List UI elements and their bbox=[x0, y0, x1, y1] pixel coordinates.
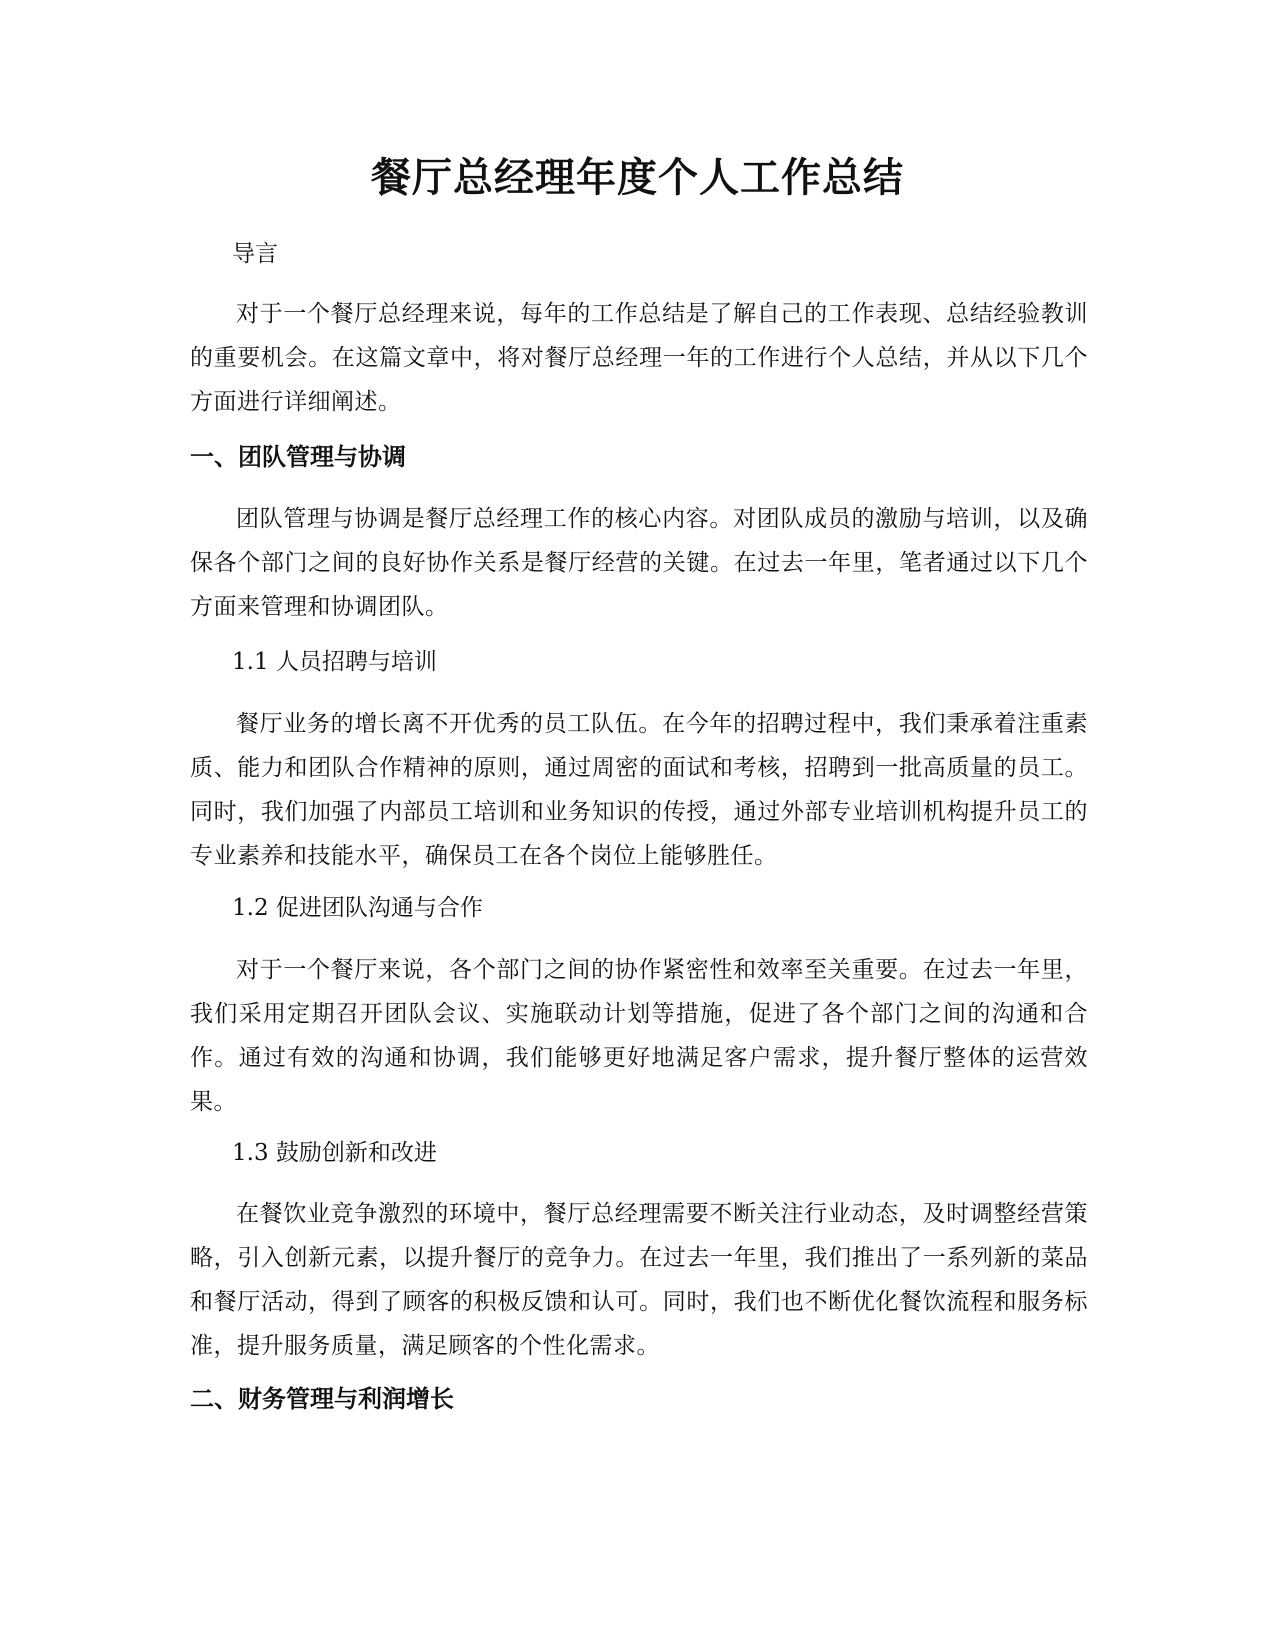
subsection-1-1-paragraph: 餐厅业务的增长离不开优秀的员工队伍。在今年的招聘过程中，我们秉承着注重素质、能力和团队合作精神的原则，通过周密的面试和考核，招聘到一批高质量的员工。同时，我们加强了内部员工培训和业务知识的传授，通过外部专业培训机构提升员工的专业素养和技能水平，确保员工在各个岗位上能够胜任。 bbox=[190, 711, 1088, 869]
subsection-1-3-label: 1.3 鼓励创新和改进 bbox=[232, 1140, 437, 1166]
section-1-heading: 一、团队管理与协调 bbox=[190, 443, 406, 471]
subsection-1-2-paragraph: 对于一个餐厅来说，各个部门之间的协作紧密性和效率至关重要。在过去一年里，我们采用定期召开团队会议、实施联动计划等措施，促进了各个部门之间的沟通和合作。通过有效的沟通和协调，我们能够更好地满足客户需求，提升餐厅整体的运营效果。 bbox=[190, 957, 1088, 1115]
document-title: 餐厅总经理年度个人工作总结 bbox=[371, 155, 904, 201]
subsection-1-3-paragraph: 在餐饮业竞争激烈的环境中，餐厅总经理需要不断关注行业动态，及时调整经营策略，引入创新元素，以提升餐厅的竞争力。在过去一年里，我们推出了一系列新的菜品和餐厅活动，得到了顾客的积极反馈和认可。同时，我们也不断优化餐饮流程和服务标准，提升服务质量，满足顾客的个性化需求。 bbox=[190, 1201, 1088, 1359]
subsection-1-2-label: 1.2 促进团队沟通与合作 bbox=[232, 895, 483, 921]
subsection-1-1-label: 1.1 人员招聘与培训 bbox=[232, 649, 437, 675]
section-1-paragraph: 团队管理与协调是餐厅总经理工作的核心内容。对团队成员的激励与培训，以及确保各个部门之间的良好协作关系是餐厅经营的关键。在过去一年里，笔者通过以下几个方面来管理和协调团队。 bbox=[190, 506, 1088, 620]
section-2-heading: 二、财务管理与利润增长 bbox=[190, 1385, 454, 1413]
intro-label: 导言 bbox=[232, 241, 278, 267]
intro-paragraph: 对于一个餐厅总经理来说，每年的工作总结是了解自己的工作表现、总结经验教训的重要机会。在这篇文章中，将对餐厅总经理一年的工作进行个人总结，并从以下几个方面进行详细阐述。 bbox=[190, 301, 1088, 415]
